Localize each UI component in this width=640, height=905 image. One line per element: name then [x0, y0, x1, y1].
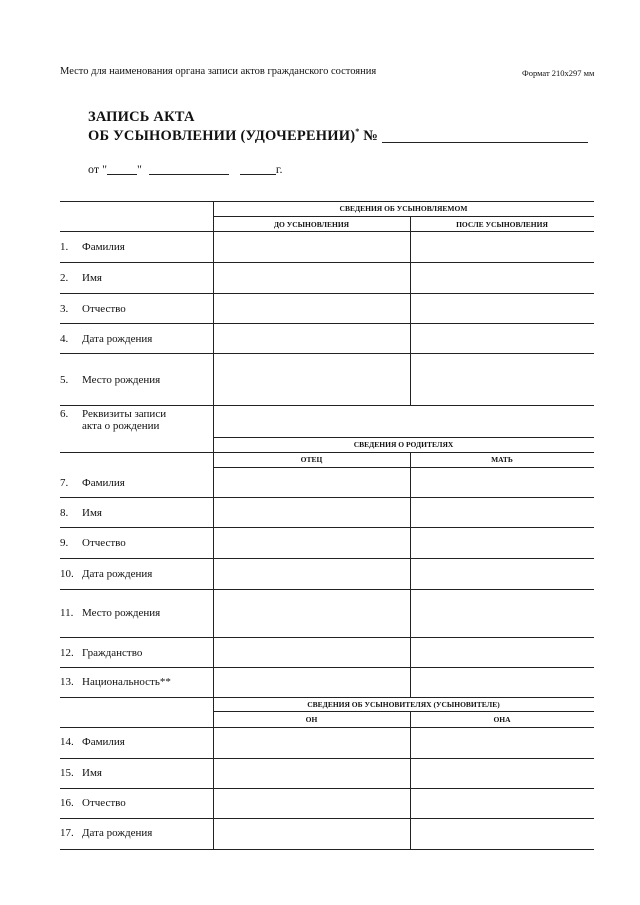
- registry-office-name-placeholder: Место для наименования органа записи актов гражданского состояния: [60, 66, 377, 77]
- row-label: 6. Реквизиты записи акта о рождении: [60, 408, 167, 432]
- open-quote: ": [102, 162, 107, 176]
- column-divider: [410, 452, 411, 697]
- rule: [60, 637, 594, 638]
- row-label: 5. Место рождения: [60, 374, 161, 386]
- rule: [60, 818, 594, 819]
- row-label: 13. Национальность**: [60, 676, 171, 688]
- rule: [60, 589, 594, 590]
- rule: [60, 293, 594, 294]
- close-quote: ": [137, 162, 142, 176]
- rule: [60, 758, 594, 759]
- rule: [60, 527, 594, 528]
- row-label: 15. Имя: [60, 767, 102, 779]
- year-field[interactable]: [240, 162, 276, 175]
- rule: [213, 437, 594, 438]
- year-suffix: г.: [275, 162, 283, 176]
- adoptee-section-title: СВЕДЕНИЯ ОБ УСЫНОВЛЯЕМОМ: [339, 204, 468, 213]
- rule: [60, 201, 594, 202]
- rule: [60, 849, 594, 850]
- adoption-record-form: [60, 201, 594, 851]
- rule: [60, 697, 594, 698]
- after-adoption-header: ПОСЛЕ УСЫНОВЛЕНИЯ: [456, 220, 548, 229]
- rule: [60, 323, 594, 324]
- rule: [60, 558, 594, 559]
- record-number-field[interactable]: [382, 128, 588, 143]
- rule: [213, 216, 594, 217]
- form-title-line1: ЗАПИСЬ АКТА: [88, 109, 195, 125]
- date-prefix: от: [88, 162, 100, 176]
- number-sign: №: [363, 127, 379, 144]
- footnote-mark: *: [355, 127, 360, 136]
- rule: [60, 231, 594, 232]
- form-title-line2: [88, 127, 588, 145]
- parents-section-title: СВЕДЕНИЯ О РОДИТЕЛЯХ: [353, 440, 454, 449]
- row-label: 9. Отчество: [60, 537, 126, 549]
- father-header: ОТЕЦ: [300, 455, 323, 464]
- rule: [60, 788, 594, 789]
- column-divider: [410, 711, 411, 849]
- month-field[interactable]: [149, 162, 229, 175]
- row-label: 12. Гражданство: [60, 647, 143, 659]
- record-date-line: [88, 162, 282, 177]
- row-label: 17. Дата рождения: [60, 827, 153, 839]
- row-label: 2. Имя: [60, 272, 102, 284]
- before-adoption-header: ДО УСЫНОВЛЕНИЯ: [273, 220, 350, 229]
- row-label: 7. Фамилия: [60, 477, 125, 489]
- day-field[interactable]: [107, 162, 137, 175]
- he-header: ОН: [305, 715, 318, 724]
- row-label: 8. Имя: [60, 507, 102, 519]
- paper-format-note: Формат 210x297 мм: [522, 68, 595, 78]
- she-header: ОНА: [493, 715, 511, 724]
- rule: [60, 727, 594, 728]
- rule: [60, 405, 594, 406]
- rule: [60, 262, 594, 263]
- row-label: 14. Фамилия: [60, 736, 125, 748]
- rule: [213, 467, 594, 468]
- column-divider: [410, 216, 411, 405]
- form-title-text: ОБ УСЫНОВЛЕНИИ (УДОЧЕРЕНИИ): [88, 127, 356, 144]
- row-label: 1. Фамилия: [60, 241, 125, 253]
- rule: [60, 353, 594, 354]
- label-column-divider: [213, 201, 214, 849]
- adopters-section-title: СВЕДЕНИЯ ОБ УСЫНОВИТЕЛЯХ (УСЫНОВИТЕЛЕ): [307, 700, 500, 709]
- row-label: 4. Дата рождения: [60, 333, 153, 345]
- row-label: 10. Дата рождения: [60, 568, 153, 580]
- row-label: 16. Отчество: [60, 797, 126, 809]
- rule: [60, 667, 594, 668]
- rule: [213, 711, 594, 712]
- row-label: 3. Отчество: [60, 303, 126, 315]
- rule: [60, 497, 594, 498]
- mother-header: МАТЬ: [491, 455, 513, 464]
- rule: [60, 452, 594, 453]
- row-label: 11. Место рождения: [60, 607, 161, 619]
